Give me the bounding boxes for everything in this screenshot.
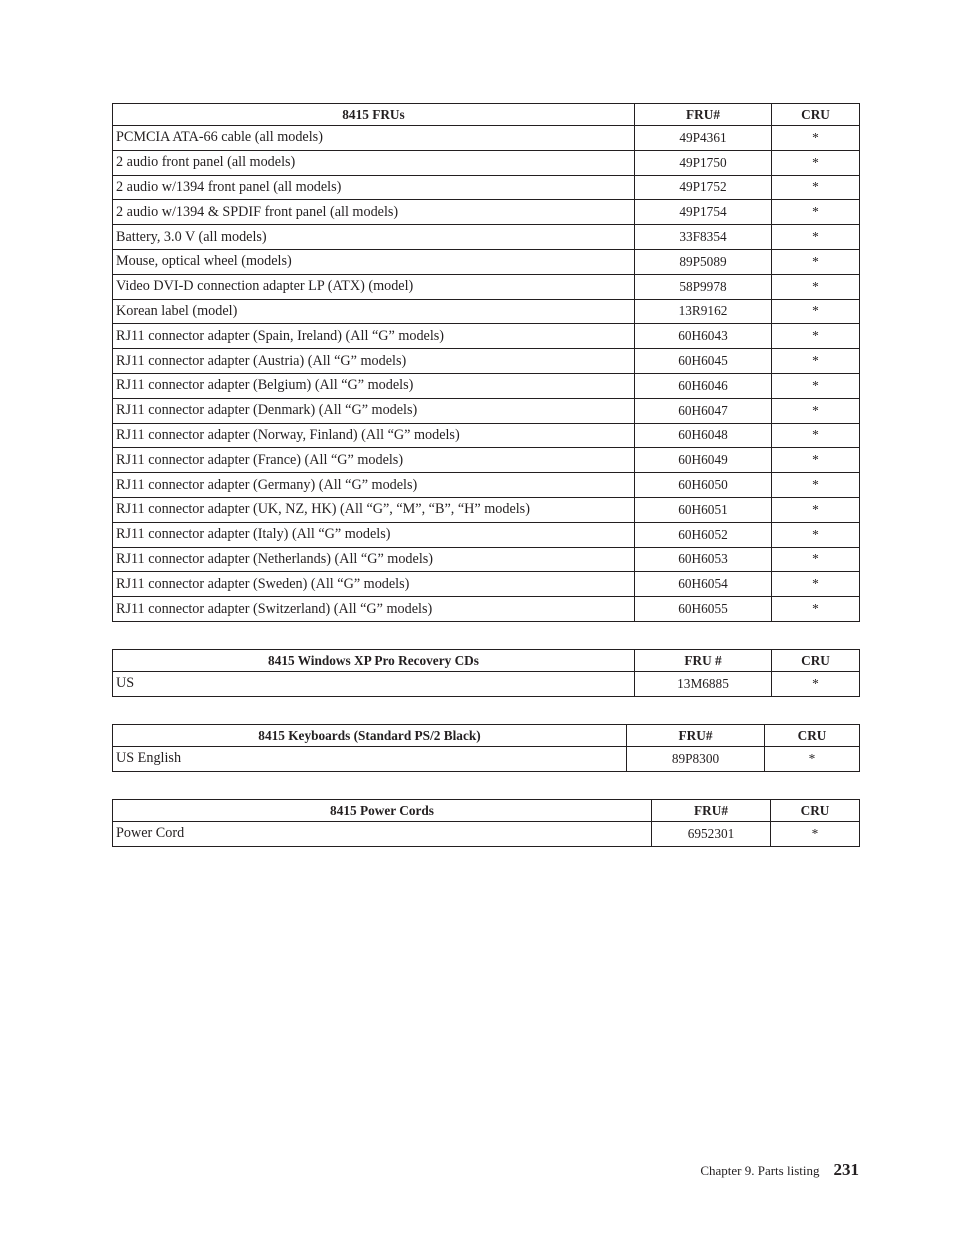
cru-flag: *	[765, 747, 860, 772]
column-header-description: 8415 Windows XP Pro Recovery CDs	[113, 650, 635, 672]
part-description: RJ11 connector adapter (Netherlands) (All “G” models)	[113, 547, 635, 572]
part-description: PCMCIA ATA-66 cable (all models)	[113, 126, 635, 151]
cru-flag: *	[772, 200, 860, 225]
table-row	[113, 126, 860, 151]
cru-flag: *	[772, 126, 860, 151]
column-header-cru: CRU	[771, 800, 860, 822]
part-description: RJ11 connector adapter (Denmark) (All “G” models)	[113, 398, 635, 423]
part-description: RJ11 connector adapter (Belgium) (All “G” models)	[113, 373, 635, 398]
part-description: RJ11 connector adapter (Sweden) (All “G” models)	[113, 572, 635, 597]
cru-flag: *	[772, 572, 860, 597]
table-row	[113, 150, 860, 175]
part-description: RJ11 connector adapter (France) (All “G” models)	[113, 448, 635, 473]
part-description: Video DVI-D connection adapter LP (ATX) (model)	[113, 274, 635, 299]
keyboard-table	[112, 724, 860, 772]
cru-flag: *	[772, 373, 860, 398]
fru-number: 60H6051	[635, 497, 772, 522]
column-header-description: 8415 Power Cords	[113, 800, 652, 822]
table-row	[113, 547, 860, 572]
cru-flag: *	[772, 423, 860, 448]
fru-number: 49P4361	[635, 126, 772, 151]
cru-flag: *	[772, 274, 860, 299]
cru-flag: *	[772, 175, 860, 200]
chapter-title: Chapter 9. Parts listing	[700, 1163, 820, 1178]
page-number: 231	[833, 1160, 859, 1179]
part-description: RJ11 connector adapter (Switzerland) (All “G” models)	[113, 597, 635, 622]
table-row	[113, 522, 860, 547]
part-description: 2 audio w/1394 front panel (all models)	[113, 175, 635, 200]
part-description: RJ11 connector adapter (Germany) (All “G” models)	[113, 473, 635, 498]
table-row	[113, 200, 860, 225]
fru-number: 60H6048	[635, 423, 772, 448]
table-row	[113, 448, 860, 473]
part-description: Mouse, optical wheel (models)	[113, 249, 635, 274]
table-header-row	[113, 104, 860, 126]
fru-number: 60H6043	[635, 324, 772, 349]
fru-number: 58P9978	[635, 274, 772, 299]
recovery-cd-table	[112, 649, 860, 697]
fru-number: 49P1754	[635, 200, 772, 225]
column-header-description: 8415 FRUs	[113, 104, 635, 126]
cru-flag: *	[772, 225, 860, 250]
part-description: RJ11 connector adapter (UK, NZ, HK) (All “G”, “M”, “B”, “H” models)	[113, 497, 635, 522]
fru-number: 13R9162	[635, 299, 772, 324]
fru-number: 6952301	[652, 822, 771, 847]
part-description: 2 audio front panel (all models)	[113, 150, 635, 175]
table-row	[113, 597, 860, 622]
table-row	[113, 473, 860, 498]
table-row	[113, 572, 860, 597]
part-description: RJ11 connector adapter (Norway, Finland) (All “G” models)	[113, 423, 635, 448]
part-description: Battery, 3.0 V (all models)	[113, 225, 635, 250]
table-row	[113, 423, 860, 448]
table-row	[113, 274, 860, 299]
cru-flag: *	[772, 547, 860, 572]
fru-number: 49P1752	[635, 175, 772, 200]
part-description: Korean label (model)	[113, 299, 635, 324]
fru-number: 60H6055	[635, 597, 772, 622]
fru-table	[112, 103, 860, 622]
fru-number: 49P1750	[635, 150, 772, 175]
table-row	[113, 398, 860, 423]
part-description: RJ11 connector adapter (Spain, Ireland) (All “G” models)	[113, 324, 635, 349]
table-row	[113, 175, 860, 200]
table-header-row	[113, 650, 860, 672]
fru-number: 60H6052	[635, 522, 772, 547]
part-description: RJ11 connector adapter (Italy) (All “G” models)	[113, 522, 635, 547]
table-header-row	[113, 725, 860, 747]
table-row	[113, 672, 860, 697]
table-row	[113, 299, 860, 324]
cru-flag: *	[772, 522, 860, 547]
column-header-cru: CRU	[772, 104, 860, 126]
table-row	[113, 747, 860, 772]
table-row	[113, 324, 860, 349]
power-cord-table	[112, 799, 860, 847]
table-row	[113, 249, 860, 274]
table-row	[113, 225, 860, 250]
column-header-fru: FRU#	[652, 800, 771, 822]
fru-number: 60H6054	[635, 572, 772, 597]
cru-flag: *	[772, 497, 860, 522]
cru-flag: *	[772, 299, 860, 324]
cru-flag: *	[772, 150, 860, 175]
table-row	[113, 497, 860, 522]
cru-flag: *	[772, 672, 860, 697]
cru-flag: *	[772, 597, 860, 622]
fru-number: 89P5089	[635, 249, 772, 274]
table-header-row	[113, 800, 860, 822]
part-description: US	[113, 672, 635, 697]
fru-number: 13M6885	[635, 672, 772, 697]
column-header-fru: FRU#	[635, 104, 772, 126]
fru-number: 33F8354	[635, 225, 772, 250]
fru-number: 60H6053	[635, 547, 772, 572]
cru-flag: *	[772, 398, 860, 423]
fru-number: 89P8300	[627, 747, 765, 772]
table-row	[113, 349, 860, 374]
part-description: RJ11 connector adapter (Austria) (All “G” models)	[113, 349, 635, 374]
part-description: 2 audio w/1394 & SPDIF front panel (all models)	[113, 200, 635, 225]
cru-flag: *	[772, 448, 860, 473]
table-row	[113, 822, 860, 847]
fru-number: 60H6046	[635, 373, 772, 398]
table-row	[113, 373, 860, 398]
part-description: Power Cord	[113, 822, 652, 847]
column-header-cru: CRU	[772, 650, 860, 672]
column-header-cru: CRU	[765, 725, 860, 747]
cru-flag: *	[772, 324, 860, 349]
fru-number: 60H6045	[635, 349, 772, 374]
column-header-fru: FRU#	[627, 725, 765, 747]
cru-flag: *	[772, 349, 860, 374]
cru-flag: *	[771, 822, 860, 847]
fru-number: 60H6050	[635, 473, 772, 498]
part-description: US English	[113, 747, 627, 772]
page-footer	[700, 1160, 859, 1180]
fru-number: 60H6047	[635, 398, 772, 423]
column-header-fru: FRU #	[635, 650, 772, 672]
cru-flag: *	[772, 249, 860, 274]
column-header-description: 8415 Keyboards (Standard PS/2 Black)	[113, 725, 627, 747]
fru-number: 60H6049	[635, 448, 772, 473]
cru-flag: *	[772, 473, 860, 498]
